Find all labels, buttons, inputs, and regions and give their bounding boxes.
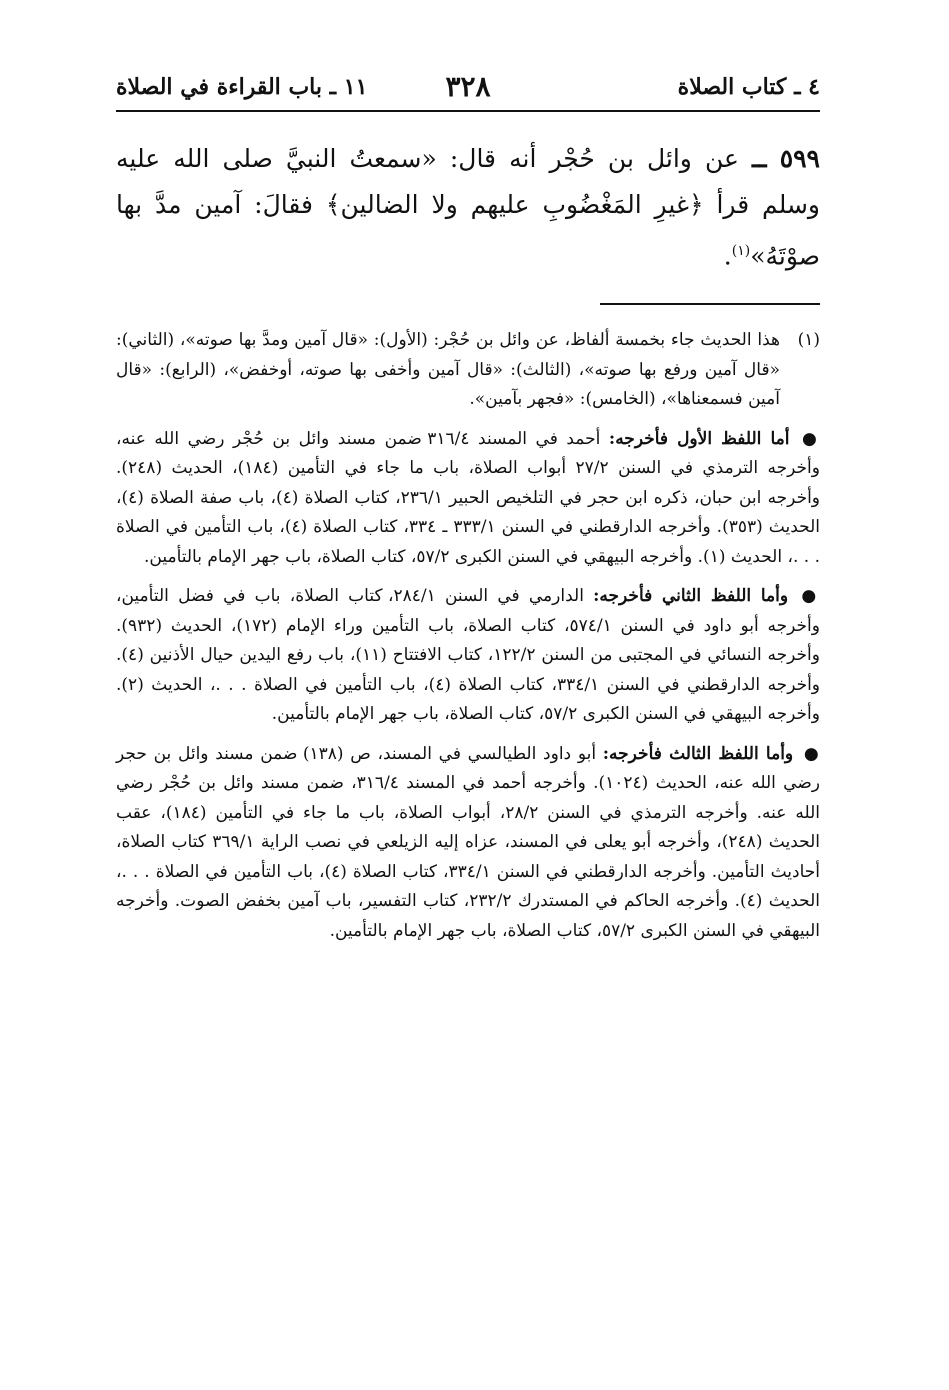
paragraph-text: الدارمي في السنن ٢٨٤/١، كتاب الصلاة، باب في فضل التأمين، وأخرجه أبو داود في السنن ٥٧٤/١، كتاب الصلاة، باب التأمين وراء الإمام (١٧٢)، الحديث (٩٣٢). وأخرجه النسائي في المجتبى من السنن ١٢٢/٢، كتاب الافتتاح (١١)، باب رفع اليدين حيال الأذنين (٤). وأخرجه الدارقطني في السنن ٣٣٤/١، كتاب الصلاة (٤)، باب التأمين في الصلاة . . .، الحديث (٢). وأخرجه البيهقي في السنن الكبرى ٥٧/٢، كتاب الصلاة، باب جهر الإمام بالتأمين. [116,586,821,724]
footnote-paragraph-first-wording [116,425,820,573]
paragraph-lead: وأما اللفظ الثالث فأخرجه: [602,743,794,764]
hadith-body: عن وائل بن حُجْر أنه قال: «سمعتُ النبيَّ صلى الله عليه وسلم قرأ ﴿غيرِ المَغْضُوبِ عليهم ولا الضالين﴾ فقالَ: آمين مدَّ بها صوْتَهُ» [116,144,820,271]
hadith-end: . [723,241,732,271]
footnote-reference: (١) [731,243,751,259]
header-book-title: ٤ ـ كتاب الصلاة [677,74,820,100]
paragraph-text: أحمد في المسند ٣١٦/٤ ضمن مسند وائل بن حُجْر رضي الله عنه، وأخرجه الترمذي في السنن ٢٧/٢ أبواب الصلاة، باب ما جاء في التأمين (١٨٤)، الحديث (٢٤٨). وأخرجه ابن حبان، ذكره ابن حجر في التلخيص الحبير ٢٣٦/١، كتاب الصلاة (٤)، باب صفة الصلاة (٤)، الحديث (٣٥٣). وأخرجه الدارقطني في السنن ٣٣٣/١ ـ ٣٣٤، كتاب الصلاة (٤)، باب التأمين في الصلاة . . .، الحديث (١). وأخرجه البيهقي في السنن الكبرى ٥٧/٢، كتاب الصلاة، باب جهر الإمام بالتأمين. [116,428,821,567]
footnote-number: (١) [797,330,820,350]
hadith-dash: ــ [751,144,767,173]
bullet-icon: ● [803,743,820,764]
footnote-intro [116,326,820,415]
header-chapter-title: ١١ ـ باب القراءة في الصلاة [116,74,368,100]
hadith-number: ٥٩٩ [779,144,820,173]
bullet-icon: ● [801,586,820,606]
page-number: ٣٢٨ [445,70,491,103]
paragraph-lead: وأما اللفظ الثاني فأخرجه: [593,586,789,606]
footnote-block [116,326,820,946]
bullet-icon: ● [802,428,821,449]
footnote-paragraph-second-wording [116,582,820,730]
page-header [116,70,820,112]
footnote-paragraph-third-wording [116,740,820,947]
paragraph-text: أبو داود الطيالسي في المسند، ص (١٣٨) ضمن مسند وائل بن حجر رضي الله عنه، الحديث (١٠٢٤). وأخرجه أحمد في المسند ٣١٦/٤، ضمن مسند وائل بن حُجْر رضي الله عنه. وأخرجه الترمذي في السنن ٢٨/٢، أبواب الصلاة، باب ما جاء في التأمين (١٨٤)، عقب الحديث (٢٤٨)، وأخرجه أبو يعلى في المسند، عزاه إليه الزيلعي في نصب الراية ٣٦٩/١ كتاب الصلاة، أحاديث التأمين. وأخرجه الدارقطني في السنن ٣٣٤/١، كتاب الصلاة (٤)، باب التأمين في الصلاة . . .، الحديث (٤). وأخرجه الحاكم في المستدرك ٢٣٢/٢، كتاب التفسير، باب آمين بخفض الصوت. وأخرجه البيهقي في السنن الكبرى ٥٧/٢، كتاب الصلاة، باب جهر الإمام بالتأمين. [116,743,820,941]
paragraph-lead: أما اللفظ الأول فأخرجه: [608,428,790,449]
hadith-text-block [116,136,820,279]
footnote-separator [600,303,820,305]
footnote-intro-text: هذا الحديث جاء بخمسة ألفاظ، عن وائل بن حُجْر: (الأول): «قال آمين ومدَّ بها صوته»، (الثاني): «قال آمين ورفع بها صوته»، (الثالث): «قال آمين وأخفى بها صوته، أوخفض»، (الرابع): «قال آمين فسمعناها»، (الخامس): «فجهر بآمين». [116,330,780,409]
